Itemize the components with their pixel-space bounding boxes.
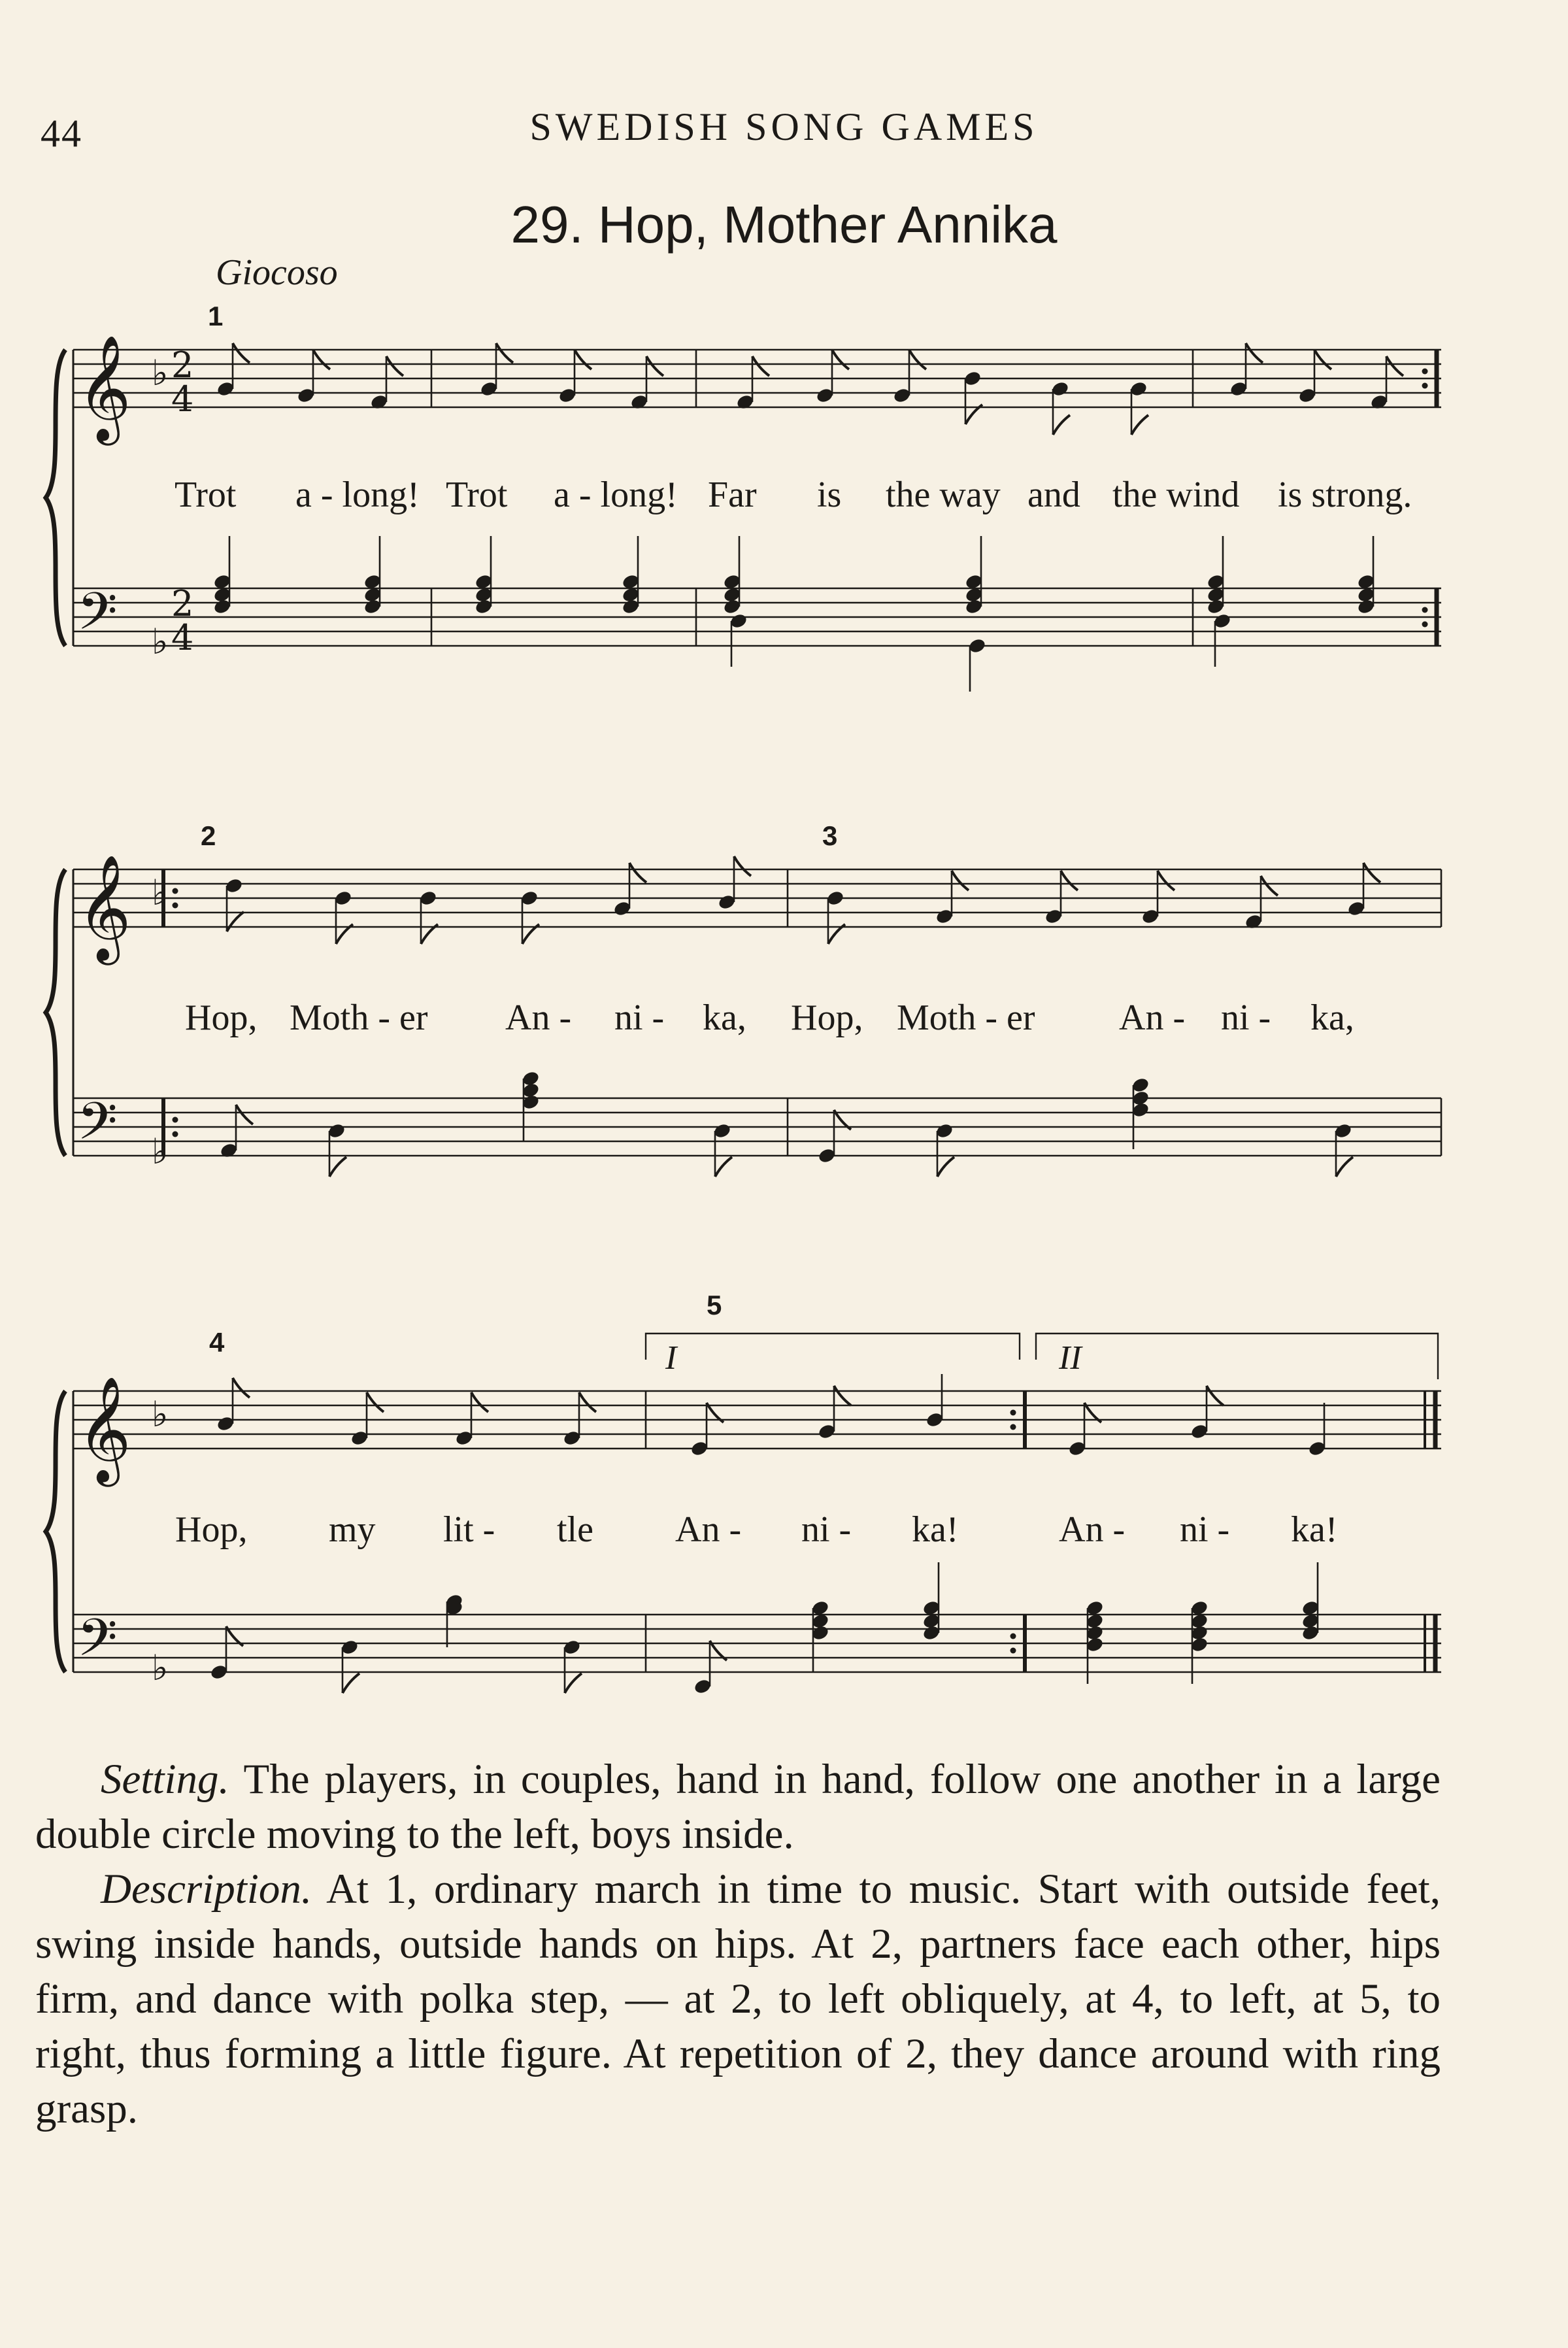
note-flag: [236, 1105, 253, 1124]
treble-clef-icon: 𝄞: [77, 1376, 131, 1483]
description-body: At 1, ordinary march in time to music. Start with outside feet, swing inside hands, outside hands on hips. At 2, partners face each other, hips firm, and dance with polka step, — at 2, to left obliquely, at 4, to left, at 5, to right, thus forming a little figure. At repetition of 2, they dance around with ring grasp.: [35, 1866, 1441, 2132]
lyric-syllable: Moth - er: [897, 998, 1035, 1038]
lyric-syllable: the wind: [1112, 475, 1240, 515]
repeat-dot: [173, 1117, 178, 1123]
key-signature-flat-icon: ♭: [152, 352, 169, 394]
lyric-syllable: ni -: [614, 998, 665, 1038]
repeat-dot: [1422, 383, 1428, 389]
lyric-syllable: ka!: [1291, 1509, 1338, 1550]
note-flag: [1314, 350, 1331, 369]
note-flag: [233, 1378, 250, 1398]
lyric-syllable: a - long!: [554, 475, 678, 515]
repeat-dot: [173, 903, 178, 909]
key-signature-flat-icon: ♭: [152, 1131, 169, 1172]
note-flag: [1061, 871, 1078, 890]
note-flag: [565, 1673, 582, 1693]
note-flag: [1131, 415, 1148, 435]
note-flag: [646, 356, 663, 376]
lyric-syllable: is: [817, 475, 842, 515]
lyric-syllable: ka,: [703, 998, 746, 1038]
lyric-syllable: my: [329, 1509, 376, 1550]
note-flag: [909, 350, 926, 369]
note-flag: [579, 1392, 596, 1412]
setting-label: Setting.: [101, 1756, 229, 1803]
bass-clef-icon: 𝄢: [77, 581, 118, 654]
lyric-syllable: Moth - er: [290, 998, 428, 1038]
key-signature-flat-icon: ♭: [152, 1647, 169, 1688]
note-flag: [1386, 356, 1403, 376]
description-label: Description.: [101, 1866, 312, 1913]
measure-number-2: 2: [201, 820, 216, 851]
key-signature-flat-icon: ♭: [152, 872, 169, 913]
lyric-syllable: Trot: [446, 475, 508, 515]
measure-number-3: 3: [822, 820, 838, 851]
repeat-dot: [1422, 622, 1428, 628]
lyric-syllable: Hop,: [791, 998, 863, 1038]
lyric-syllable: the way: [886, 475, 1001, 515]
note-flag: [715, 1157, 732, 1177]
bass-clef-icon: 𝄢: [77, 1091, 118, 1164]
page-number: 44: [41, 112, 82, 155]
note-flag: [834, 1386, 851, 1405]
lyric-syllable: and: [1027, 475, 1080, 515]
song-title: 29. Hop, Mother Annika: [510, 195, 1058, 254]
treble-clef-icon: 𝄞: [77, 854, 131, 961]
lyric-syllable: ni -: [1180, 1509, 1230, 1550]
note-flag: [471, 1392, 488, 1412]
note-flag: [629, 863, 646, 882]
note-flag: [329, 1157, 346, 1177]
running-title: SWEDISH SONG GAMES: [529, 105, 1039, 148]
measure-number-4: 4: [209, 1327, 225, 1358]
setting-body: The players, in couples, hand in hand, follow one another in a large double circle moving to the left, boys inside.: [35, 1756, 1441, 1858]
key-signature-flat-icon: ♭: [152, 1394, 169, 1435]
time-signature-top: 2: [171, 344, 194, 386]
lyric-syllable: lit -: [443, 1509, 495, 1550]
note-flag: [1363, 863, 1380, 882]
lyric-syllable: Hop,: [185, 998, 258, 1038]
note-flag: [496, 343, 513, 363]
description-paragraph: [35, 1862, 1441, 2136]
note-flag: [1261, 876, 1278, 896]
measure-number-5: 5: [707, 1290, 722, 1320]
repeat-dot: [1010, 1424, 1016, 1430]
note-flag: [233, 343, 250, 363]
repeat-dot: [1422, 369, 1428, 375]
lyric-syllable: An -: [1059, 1509, 1126, 1550]
lyric-syllable: a - long!: [295, 475, 420, 515]
note-flag: [575, 350, 592, 369]
measure-number-1: 1: [208, 301, 224, 331]
repeat-dot: [1010, 1648, 1016, 1654]
lyric-syllable: tle: [557, 1509, 593, 1550]
instructions-text: [35, 1752, 1441, 2136]
repeat-dot: [173, 1132, 178, 1137]
note-flag: [1158, 871, 1175, 890]
repeat-dot: [1010, 1634, 1016, 1639]
repeat-dot: [1010, 1410, 1016, 1416]
lyric-syllable: ni -: [801, 1509, 852, 1550]
lyric-syllable: is strong.: [1278, 475, 1412, 515]
tempo-marking: Giocoso: [216, 252, 338, 293]
note-flag: [367, 1392, 384, 1412]
repeat-dot: [1422, 607, 1428, 613]
note-flag: [227, 912, 244, 931]
note-flag: [752, 356, 769, 376]
lyric-syllable: Trot: [175, 475, 237, 515]
note-flag: [313, 350, 330, 369]
system-brace: [46, 1391, 65, 1672]
note-flag: [937, 1157, 954, 1177]
lyric-syllable: An -: [675, 1509, 742, 1550]
lyric-syllable: Hop,: [175, 1509, 248, 1550]
lyric-syllable: Far: [708, 475, 757, 515]
bass-clef-icon: 𝄢: [77, 1607, 118, 1681]
first-ending-label: I: [665, 1339, 677, 1377]
lyric-syllable: ka!: [912, 1509, 959, 1550]
note-flag: [1336, 1157, 1353, 1177]
note-flag: [734, 856, 751, 876]
lyric-syllable: An -: [1119, 998, 1186, 1038]
note-flag: [1246, 343, 1263, 363]
system-brace: [46, 869, 65, 1156]
note-flag: [342, 1673, 359, 1693]
time-signature-top: 2: [171, 583, 194, 624]
note-flag: [952, 871, 969, 890]
time-signature-bottom: 4: [171, 617, 194, 658]
setting-paragraph: [35, 1752, 1441, 1862]
lyric-syllable: An -: [505, 998, 572, 1038]
treble-clef-icon: 𝄞: [77, 335, 131, 441]
lyric-syllable: ni -: [1221, 998, 1271, 1038]
note-flag: [1207, 1386, 1224, 1405]
first-ending-bracket: [646, 1333, 1020, 1360]
repeat-dot: [173, 888, 178, 894]
time-signature-bottom: 4: [171, 378, 194, 420]
note-flag: [1053, 415, 1070, 435]
key-signature-flat-icon: ♭: [152, 621, 169, 662]
lyric-syllable: ka,: [1310, 998, 1354, 1038]
note-flag: [832, 350, 849, 369]
second-ending-label: II: [1059, 1339, 1082, 1377]
system-brace: [46, 350, 65, 646]
note-flag: [386, 356, 403, 376]
second-ending-bracket: [1036, 1333, 1438, 1379]
